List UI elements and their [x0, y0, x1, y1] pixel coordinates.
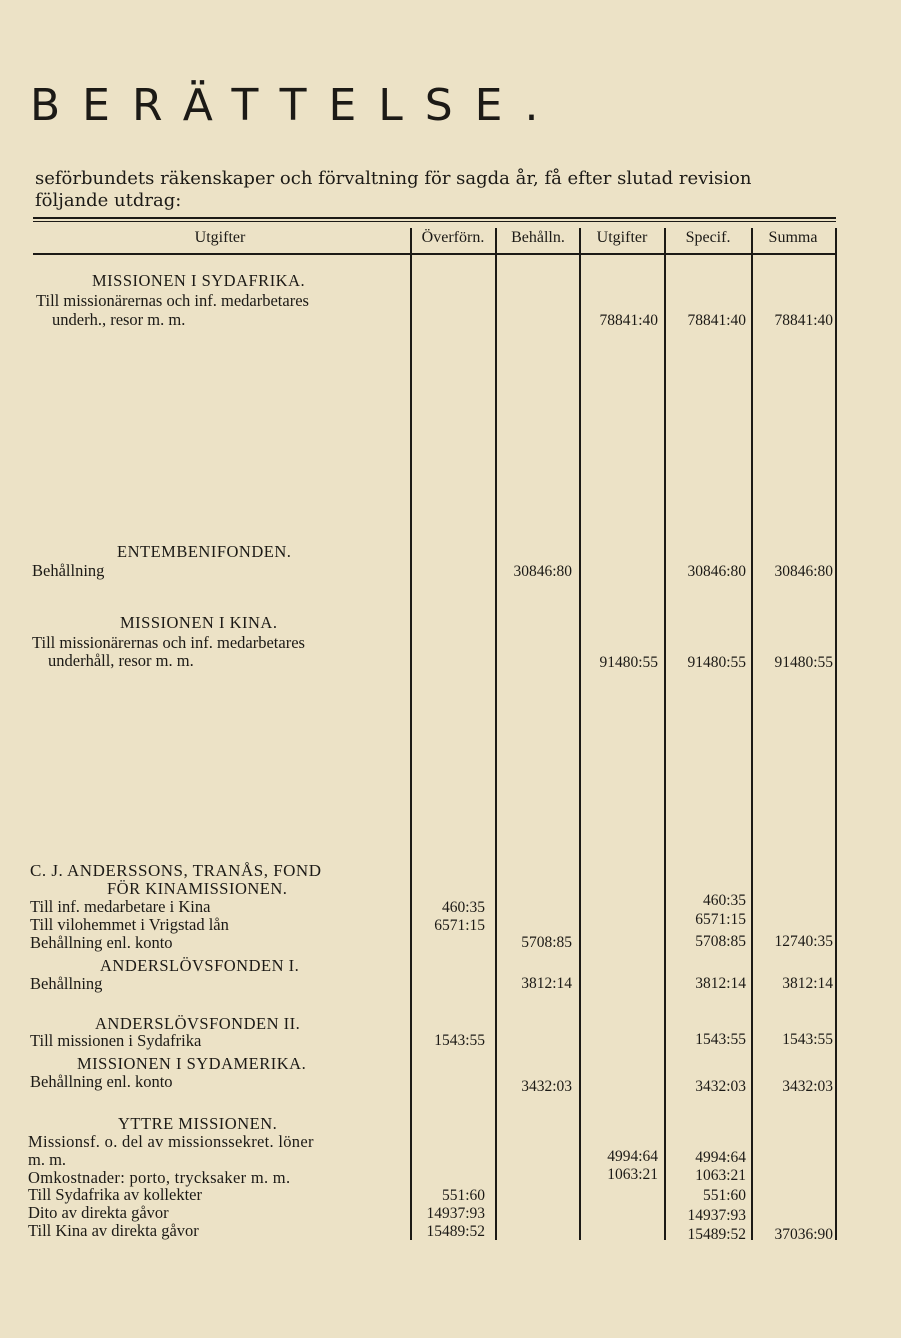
entry-text: Behållning	[30, 974, 103, 993]
section-heading: ANDERSLÖVSFONDEN I.	[100, 956, 300, 975]
entry-text: underh., resor m. m.	[52, 310, 186, 329]
column-rule	[751, 228, 753, 1240]
column-rule	[835, 228, 837, 1240]
amount-overforn: 551:60	[441, 1187, 485, 1204]
amount-overforn: 15489:52	[426, 1223, 485, 1240]
amount-overforn: 460:35	[441, 899, 485, 916]
header-top-rule-thin	[33, 221, 836, 222]
entry-text: underhåll, resor m. m.	[48, 651, 194, 670]
entry-text: Dito av direkta gåvor	[28, 1203, 169, 1222]
amount-specif: 30846:80	[687, 563, 746, 580]
entry-text: Till Kina av direkta gåvor	[28, 1221, 199, 1240]
section-heading: YTTRE MISSIONEN.	[118, 1114, 278, 1133]
amount-summa: 1543:55	[782, 1031, 833, 1048]
amount-behalln: 3812:14	[521, 975, 572, 992]
amount-behalln: 5708:85	[521, 934, 572, 951]
entry-text: m. m.	[28, 1150, 67, 1169]
column-header-specif: Specif.	[685, 229, 731, 246]
entry-text: Till vilohemmet i Vrigstad lån	[30, 915, 229, 934]
amount-specif: 14937:93	[687, 1207, 746, 1224]
intro-line-2: följande utdrag:	[35, 190, 182, 211]
section-heading: C. J. ANDERSSONS, TRANÅS, FOND	[30, 861, 322, 880]
entry-text: Till inf. medarbetare i Kina	[30, 897, 211, 916]
entry-text: Omkostnader: porto, trycksaker m. m.	[28, 1168, 291, 1187]
amount-behalln: 3432:03	[521, 1078, 572, 1095]
amount-behalln: 30846:80	[513, 563, 572, 580]
amount-specif: 1543:55	[695, 1031, 746, 1048]
amount-specif: 3812:14	[695, 975, 746, 992]
entry-text: Behållning enl. konto	[30, 1072, 173, 1091]
intro-line-1: seförbundets räkenskaper och förvaltning för sagda år, få efter slutad revision	[35, 168, 752, 189]
entry-text: Till missionärernas och inf. medarbetares	[32, 633, 305, 652]
amount-specif: 5708:85	[695, 933, 746, 950]
column-header-overforn: Överförn.	[421, 229, 485, 246]
column-rule	[664, 228, 666, 1240]
section-heading: ENTEMBENIFONDEN.	[117, 542, 292, 561]
amount-summa: 78841:40	[774, 312, 833, 329]
header-bottom-rule	[33, 253, 836, 255]
section-heading: FÖR KINAMISSIONEN.	[107, 879, 288, 898]
amount-specif: 15489:52	[687, 1226, 746, 1243]
amount-summa: 30846:80	[774, 563, 833, 580]
entry-text: Till missionärernas och inf. medarbetares	[36, 291, 309, 310]
entry-text: Behållning enl. konto	[30, 933, 173, 952]
amount-specif: 91480:55	[687, 654, 746, 671]
amount-specif: 1063:21	[695, 1167, 746, 1184]
column-rule	[495, 228, 497, 1240]
amount-utgifter: 78841:40	[599, 312, 658, 329]
column-header-utgifter-label: Utgifter	[194, 229, 246, 246]
column-rule	[410, 228, 412, 1240]
entry-text: Missionsf. o. del av missionssekret. löner	[28, 1132, 314, 1151]
column-rule	[579, 228, 581, 1240]
amount-utgifter: 1063:21	[607, 1166, 658, 1183]
section-heading: MISSIONEN I KINA.	[120, 613, 278, 632]
amount-overforn: 1543:55	[434, 1032, 485, 1049]
header-top-rule	[33, 217, 836, 219]
amount-specif: 3432:03	[695, 1078, 746, 1095]
column-header-utgifter: Utgifter	[596, 229, 648, 246]
entry-text: Till Sydafrika av kollekter	[28, 1185, 202, 1204]
entry-text: Behållning	[32, 561, 105, 580]
amount-summa: 3812:14	[782, 975, 833, 992]
amount-overforn: 14937:93	[426, 1205, 485, 1222]
amount-specif: 78841:40	[687, 312, 746, 329]
amount-specif: 4994:64	[695, 1149, 746, 1166]
amount-summa: 37036:90	[774, 1226, 833, 1243]
amount-overforn: 6571:15	[434, 917, 485, 934]
section-heading: MISSIONEN I SYDAMERIKA.	[77, 1054, 307, 1073]
section-heading: MISSIONEN I SYDAFRIKA.	[92, 271, 306, 290]
amount-utgifter: 91480:55	[599, 654, 658, 671]
amount-specif: 6571:15	[695, 911, 746, 928]
entry-text: Till missionen i Sydafrika	[30, 1031, 202, 1050]
page-title: BERÄTTELSE.	[30, 80, 561, 131]
column-header-summa: Summa	[768, 229, 818, 246]
amount-summa: 3432:03	[782, 1078, 833, 1095]
amount-summa: 12740:35	[774, 933, 833, 950]
section-heading: ANDERSLÖVSFONDEN II.	[95, 1014, 301, 1033]
amount-summa: 91480:55	[774, 654, 833, 671]
amount-utgifter: 4994:64	[607, 1148, 658, 1165]
amount-specif: 551:60	[702, 1187, 746, 1204]
column-header-behalln: Behålln.	[511, 229, 565, 246]
amount-specif: 460:35	[702, 892, 746, 909]
